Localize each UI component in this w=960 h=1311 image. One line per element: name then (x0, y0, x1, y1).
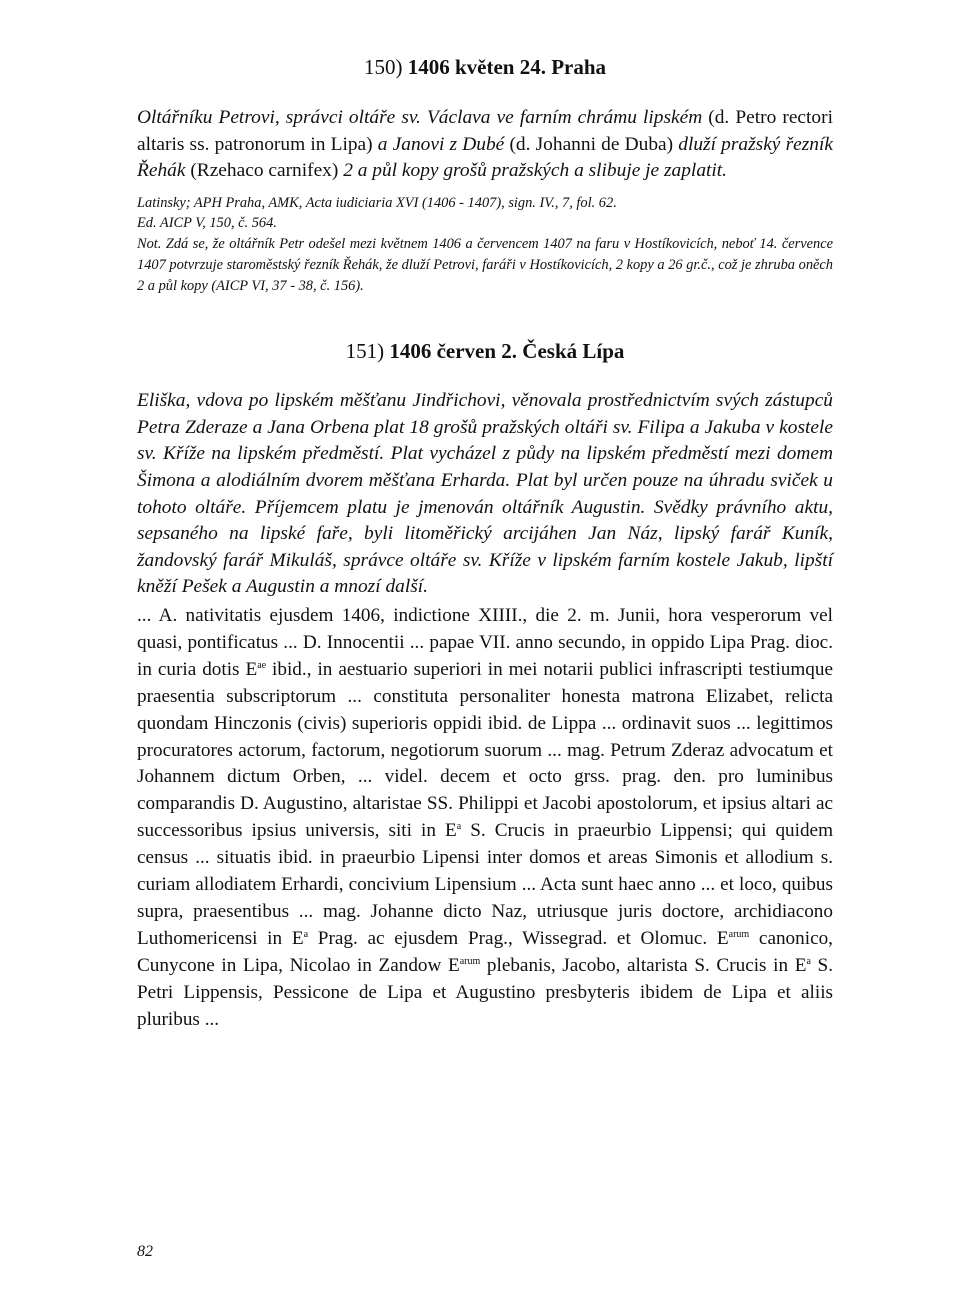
latin-segment: plebanis, Jacobo, altarista S. Crucis in E (480, 954, 807, 976)
doc151-heading (137, 336, 833, 366)
doc150-note: Not. Zdá se, že oltářník Petr odešel mezi květnem 1406 a červencem 1407 na faru v Hostíkovicích, neboť 14. července 1407 potvrzuje staroměstský řezník Řehák, že dluží Petrovi, faráři v Hostíkovicích, 2 kopy a 26 gr.č., což je zhruba oněch 2 a půl kopy (AICP VI, 37 - 38, č. 156). (137, 236, 833, 294)
doc150-regest-latin: (Rzehaco carnifex) (190, 160, 339, 182)
doc150-regest-part: a Janovi z Dubé (377, 133, 505, 155)
doc150-number: 150) (363, 55, 403, 79)
doc150-title: 1406 květen 24. Praha (407, 55, 607, 79)
doc150-regest-part: Oltářníku Petrovi, správci oltáře sv. Václava ve farním chrámu lipském (137, 107, 703, 128)
latin-segment: ... A. nativitatis ejusdem 1406, indictione XIIII., die 2. m. Junii, hora vesperorum vel quasi, pontificatus ... D. Innocentii ... papae VII. anno secundo, in oppido Lipa Prag. dioc. in curia dotis E (137, 605, 833, 680)
doc151-title: 1406 červen 2. Česká Lípa (389, 339, 625, 364)
latin-superscript: ae (257, 659, 267, 671)
latin-segment: ibid., in aestuario superiori in mei notarii publici infrascripti testiumque praesentia subscriptorum ... constituta personaliter honesta matrona Elizabet, relicta quondam Hinczonis (civis) superioris oppidi ibid. de Lippa ... ordinavit suos ... legittimos procuratores actorum, factorum, negotiorum suorum ... mag. Petrum Zderaz advocatum et Johannem dictum Orben, ... videl. decem et octo grss. prag. den. pro luminibus comparandis D. Augustino, altaristae SS. Philippi et Jacobi apostolorum, et ipsius altari ac successoribus ipsius universis, siti in E (137, 658, 834, 842)
doc150-regest-part: 2 a půl kopy grošů pražských a slibuje je zaplatit. (343, 160, 728, 182)
latin-segment: Prag. ac ejusdem Prag., Wissegrad. et Olomuc. E (308, 927, 729, 949)
doc150-regest-latin: (d. Johanni de Duba) (509, 133, 674, 155)
doc151-regest-text: Eliška, vdova po lipském měšťanu Jindřichovi, věnovala prostřednictvím svých zástupců Petra Zderaze a Jana Orbena plat 18 grošů pražských oltáři sv. Filipa a Jakuba v kostele sv. Kříže na lipském předměstí. Plat vycházel z půdy na lipském předměstí mezi domem Šimona a alodiálním dvorem měšťana Erharda. Plat byl určen pouze na úhradu sviček u tohoto oltáře. Příjemcem platu je jmenován oltářník Augustin. Svědky právního aktu, sepsaného na lipské faře, byli litoměřický arcijáhen Jan Náz, lipský farář Kuník, žandovský farář Mikuláš, správce oltáře sv. Kříže v lipském farním kostele Jakub, lipští kněží Pešek a Augustin a mnozí další. (137, 390, 833, 598)
doc150-regest-latin: (d. Petro rectori altaris ss. patronorum in Lipa) (137, 107, 833, 155)
doc150-regest-part: dluží pražský řezník Řehák (137, 133, 833, 182)
doc150-regest (137, 105, 833, 185)
latin-segment: canonico, Cunycone in Lipa, Nicolao in Zandow E (137, 927, 833, 976)
page-number: 82 (137, 1243, 153, 1260)
latin-superscript: a (303, 928, 309, 940)
doc151-latin-text (137, 603, 833, 1034)
doc150-edition: Ed. AICP V, 150, č. 564. (137, 215, 277, 232)
latin-superscript: arum (459, 955, 481, 967)
doc150-heading (137, 52, 833, 82)
latin-segment: S. Petri Lippensis, Pessicone de Lipa et Augustino presbyteris ibidem de Lipa et aliis pluribus ... (137, 954, 833, 1030)
doc151-regest (137, 388, 833, 601)
latin-segment: S. Crucis in praeurbio Lippensi; qui quidem census ... situatis ibid. in praeurbio Lipensi inter domos et areas Simonis et allodium s. curiam allodiatem Erhardi, concivium Lipensium ... Acta sunt haec anno ... et loco, quibus supra, praesentibus ... mag. Johanne dicto Naz, utriusque juris doctore, archidiacono Luthomericensi in E (137, 820, 834, 949)
doc150-apparatus (137, 193, 833, 297)
doc150-source: Latinsky; APH Praha, AMK, Acta iudiciaria XVI (1406 - 1407), sign. IV., 7, fol. 62. (137, 194, 617, 211)
doc151-number: 151) (345, 339, 385, 364)
document-page (137, 52, 833, 1034)
latin-superscript: arum (728, 928, 750, 940)
latin-superscript: a (456, 821, 462, 833)
latin-superscript: a (806, 955, 811, 967)
